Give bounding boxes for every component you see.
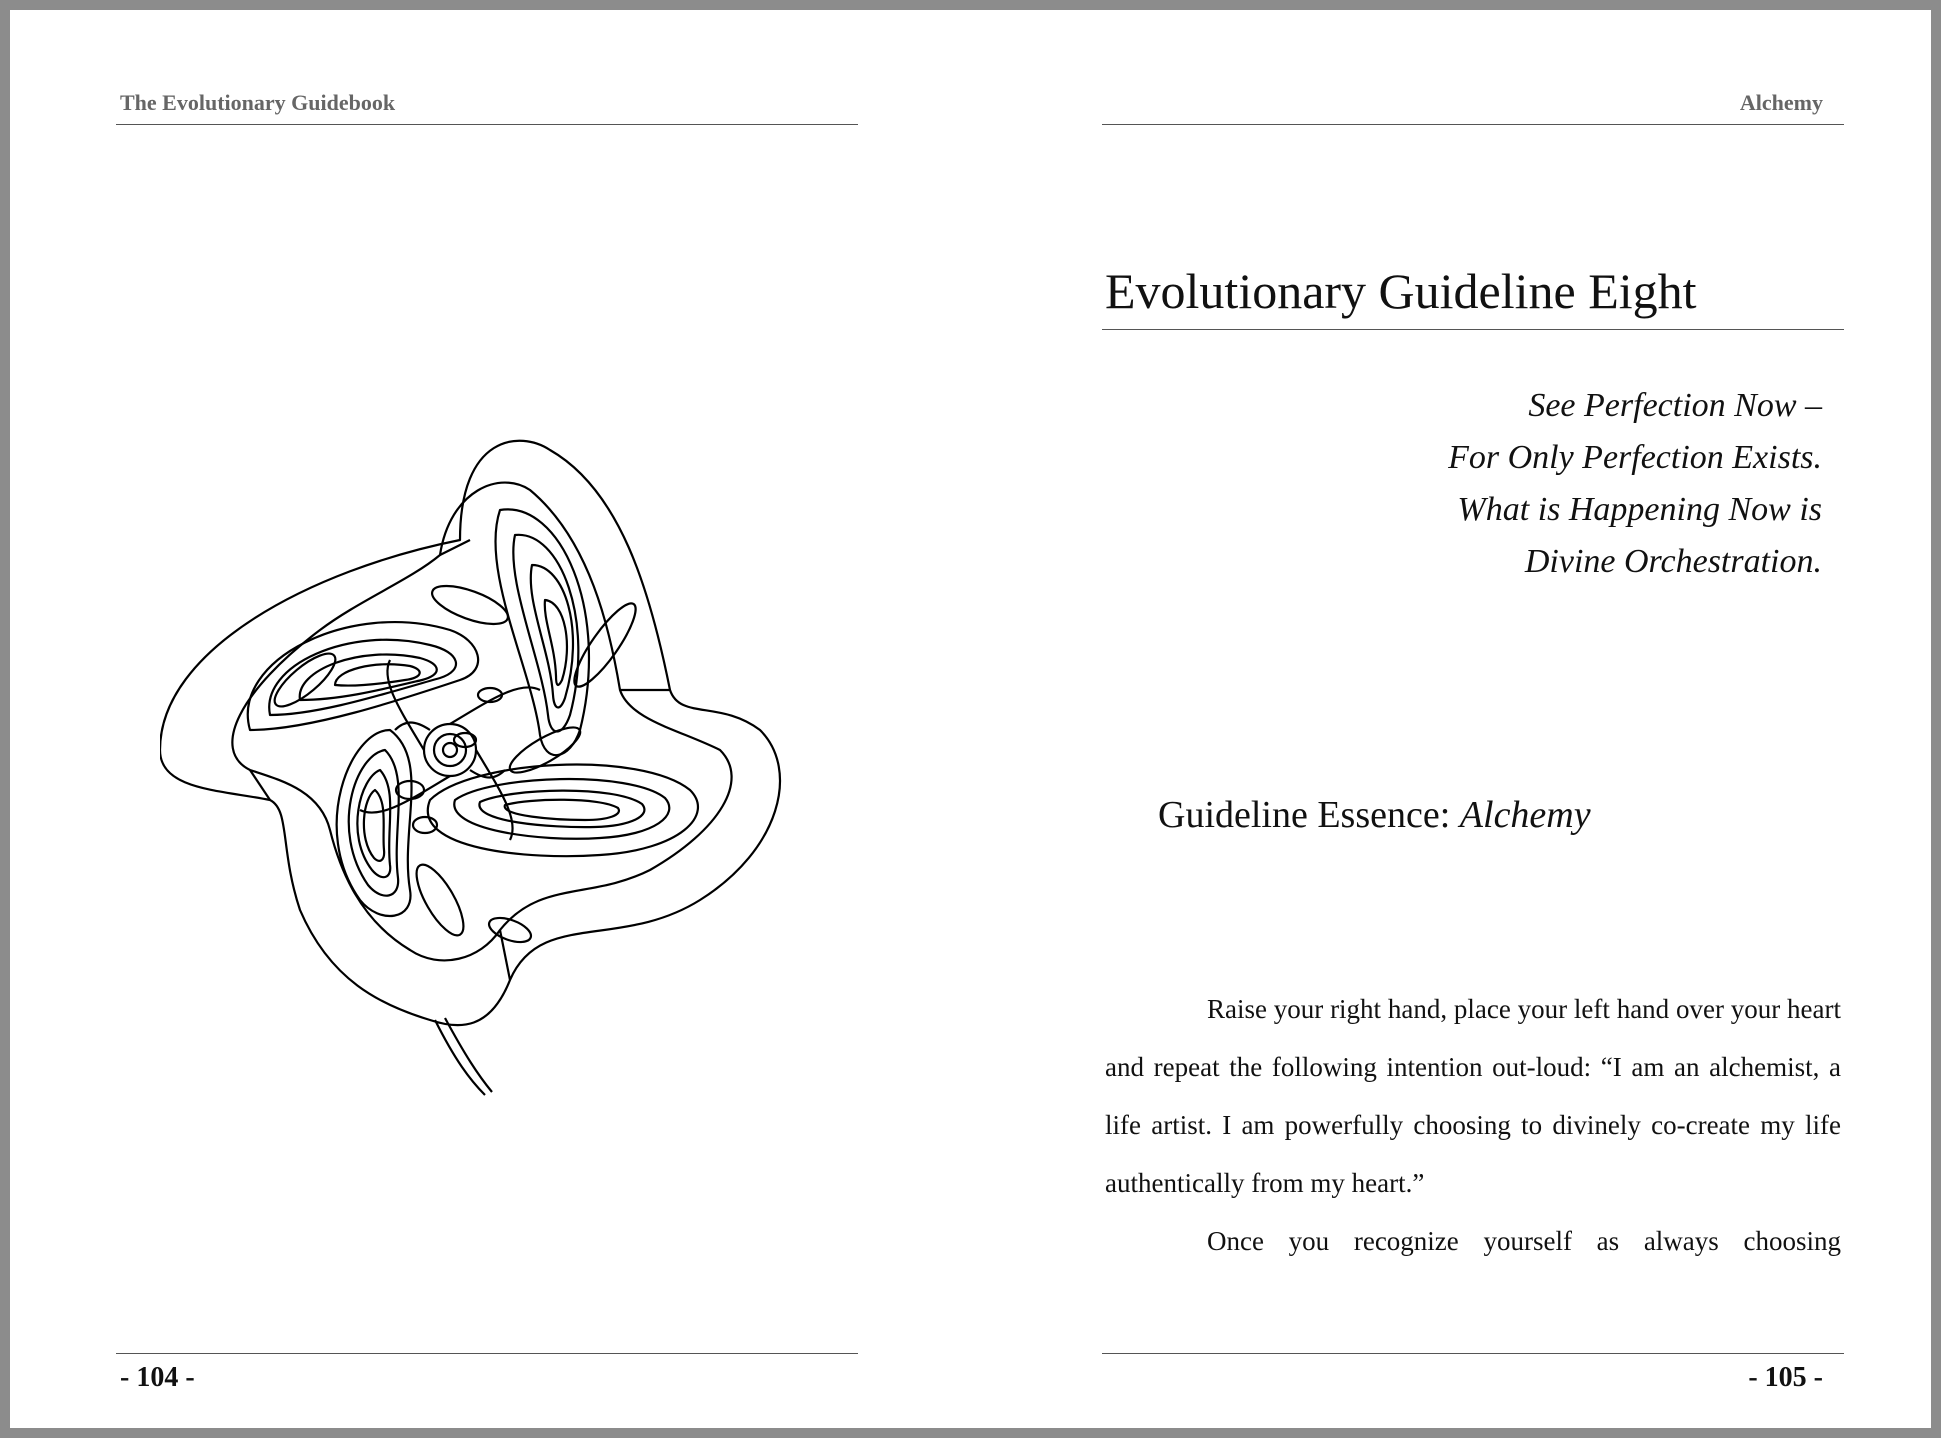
stem-line-2 bbox=[445, 1018, 492, 1092]
right-header-rule bbox=[1102, 124, 1844, 125]
essence-value: Alchemy bbox=[1459, 794, 1591, 836]
body-paragraph: Once you recognize yourself as always choosing bbox=[1207, 1226, 1841, 1256]
right-running-header: Alchemy bbox=[1739, 90, 1823, 115]
epigraph-line: See Perfection Now – bbox=[1528, 387, 1822, 424]
chapter-title: Evolutionary Guideline Eight bbox=[1105, 263, 1697, 319]
left-footer-rule bbox=[116, 1353, 858, 1354]
body-text bbox=[1105, 980, 1841, 1270]
outline-layer-2 bbox=[232, 483, 731, 961]
left-running-header: The Evolutionary Guidebook bbox=[120, 90, 396, 115]
epigraph-line: For Only Perfection Exists. bbox=[1448, 439, 1822, 476]
title-rule bbox=[1102, 329, 1844, 330]
epigraph-line: Divine Orchestration. bbox=[1524, 543, 1822, 580]
essence-label: Guideline Essence: bbox=[1158, 794, 1451, 836]
left-header-rule bbox=[116, 124, 858, 125]
left-page-number: - 104 - bbox=[120, 1362, 195, 1393]
guideline-essence bbox=[1158, 793, 1591, 837]
right-page-number: - 105 - bbox=[1748, 1362, 1823, 1393]
epigraph-line: What is Happening Now is bbox=[1457, 491, 1822, 528]
right-footer-rule bbox=[1102, 1353, 1844, 1354]
vortex-center bbox=[424, 724, 476, 776]
body-paragraph: Raise your right hand, place your left hand over your heart and repeat the following intention out-loud: “I am an alchemist, a life artist. I am powerfully choosing to divinely co-create my life authentically from my heart.” bbox=[1105, 994, 1841, 1198]
stem-line-1 bbox=[435, 1020, 485, 1095]
spiral-swirl-illustration bbox=[160, 430, 820, 1100]
epigraph bbox=[1448, 380, 1822, 588]
